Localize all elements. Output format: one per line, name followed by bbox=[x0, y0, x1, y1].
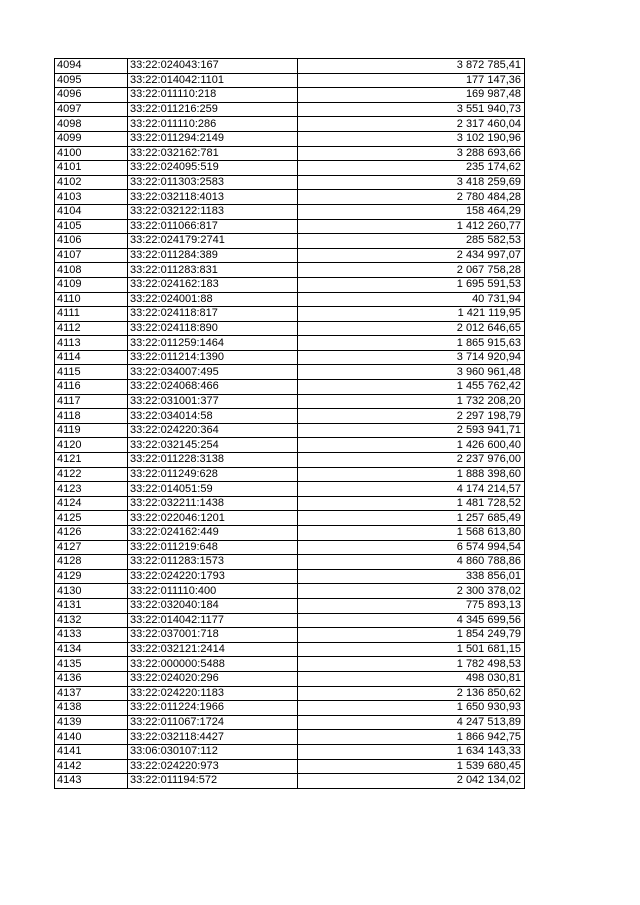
table-row bbox=[55, 686, 525, 701]
cadastral-number-cell: 33:22:011194:572 bbox=[128, 774, 298, 789]
cadastral-number-cell: 33:22:011066:817 bbox=[128, 219, 298, 234]
table-row bbox=[55, 263, 525, 278]
row-number-cell: 4138 bbox=[55, 701, 128, 716]
table-row bbox=[55, 204, 525, 219]
cadastral-value-cell: 4 345 699,56 bbox=[298, 613, 525, 628]
cadastral-number-cell: 33:22:011284:389 bbox=[128, 248, 298, 263]
cadastral-number-cell: 33:22:022046:1201 bbox=[128, 511, 298, 526]
row-number-cell: 4109 bbox=[55, 277, 128, 292]
cadastral-number-cell: 33:22:011249:628 bbox=[128, 467, 298, 482]
cadastral-number-cell: 33:22:014042:1101 bbox=[128, 73, 298, 88]
row-number-cell: 4125 bbox=[55, 511, 128, 526]
cadastral-value-cell: 1 455 762,42 bbox=[298, 380, 525, 395]
cadastral-value-cell: 4 174 214,57 bbox=[298, 482, 525, 497]
row-number-cell: 4104 bbox=[55, 204, 128, 219]
table-row bbox=[55, 598, 525, 613]
cadastral-number-cell: 33:22:011303:2583 bbox=[128, 175, 298, 190]
cadastral-number-cell: 33:22:024220:973 bbox=[128, 759, 298, 774]
table-row bbox=[55, 642, 525, 657]
table-row bbox=[55, 365, 525, 380]
cadastral-value-cell: 3 102 190,96 bbox=[298, 131, 525, 146]
table-row bbox=[55, 336, 525, 351]
cadastral-value-cell: 235 174,62 bbox=[298, 161, 525, 176]
row-number-cell: 4130 bbox=[55, 584, 128, 599]
row-number-cell: 4143 bbox=[55, 774, 128, 789]
row-number-cell: 4137 bbox=[55, 686, 128, 701]
cadastral-number-cell: 33:22:024001:88 bbox=[128, 292, 298, 307]
cadastral-number-cell: 33:22:024118:817 bbox=[128, 307, 298, 322]
row-number-cell: 4121 bbox=[55, 453, 128, 468]
row-number-cell: 4131 bbox=[55, 598, 128, 613]
cadastral-number-cell: 33:22:011283:1573 bbox=[128, 555, 298, 570]
cadastral-number-cell: 33:22:011259:1464 bbox=[128, 336, 298, 351]
row-number-cell: 4115 bbox=[55, 365, 128, 380]
cadastral-value-cell: 4 860 788,86 bbox=[298, 555, 525, 570]
row-number-cell: 4103 bbox=[55, 190, 128, 205]
cadastral-number-cell: 33:06:030107:112 bbox=[128, 744, 298, 759]
cadastral-number-cell: 33:22:024020:296 bbox=[128, 671, 298, 686]
cadastral-value-cell: 2 780 484,28 bbox=[298, 190, 525, 205]
cadastral-number-cell: 33:22:014051:59 bbox=[128, 482, 298, 497]
table-row bbox=[55, 526, 525, 541]
cadastral-value-cell: 2 593 941,71 bbox=[298, 423, 525, 438]
cadastral-number-cell: 33:22:024220:364 bbox=[128, 423, 298, 438]
cadastral-number-cell: 33:22:011224:1966 bbox=[128, 701, 298, 716]
table-row bbox=[55, 774, 525, 789]
row-number-cell: 4108 bbox=[55, 263, 128, 278]
cadastral-value-cell: 1 501 681,15 bbox=[298, 642, 525, 657]
table-body bbox=[55, 59, 525, 789]
table-row bbox=[55, 496, 525, 511]
row-number-cell: 4097 bbox=[55, 102, 128, 117]
row-number-cell: 4129 bbox=[55, 569, 128, 584]
table-row bbox=[55, 88, 525, 103]
row-number-cell: 4106 bbox=[55, 234, 128, 249]
cadastral-value-cell: 1 865 915,63 bbox=[298, 336, 525, 351]
cadastral-value-cell: 2 012 646,65 bbox=[298, 321, 525, 336]
cadastral-number-cell: 33:22:031001:377 bbox=[128, 394, 298, 409]
row-number-cell: 4099 bbox=[55, 131, 128, 146]
cadastral-value-cell: 1 732 208,20 bbox=[298, 394, 525, 409]
cadastral-number-cell: 33:22:011216:259 bbox=[128, 102, 298, 117]
row-number-cell: 4132 bbox=[55, 613, 128, 628]
cadastral-value-cell: 177 147,36 bbox=[298, 73, 525, 88]
table-row bbox=[55, 131, 525, 146]
table-row bbox=[55, 453, 525, 468]
cadastral-number-cell: 33:22:024162:449 bbox=[128, 526, 298, 541]
cadastral-value-cell: 1 854 249,79 bbox=[298, 628, 525, 643]
cadastral-value-cell: 6 574 994,54 bbox=[298, 540, 525, 555]
table-row bbox=[55, 701, 525, 716]
table-row bbox=[55, 467, 525, 482]
cadastral-number-cell: 33:22:011110:218 bbox=[128, 88, 298, 103]
cadastral-number-cell: 33:22:024068:466 bbox=[128, 380, 298, 395]
cadastral-value-cell: 2 136 850,62 bbox=[298, 686, 525, 701]
cadastral-number-cell: 33:22:011110:400 bbox=[128, 584, 298, 599]
cadastral-number-cell: 33:22:032145:254 bbox=[128, 438, 298, 453]
cadastral-value-cell: 2 300 378,02 bbox=[298, 584, 525, 599]
row-number-cell: 4095 bbox=[55, 73, 128, 88]
cadastral-number-cell: 33:22:024162:183 bbox=[128, 277, 298, 292]
row-number-cell: 4120 bbox=[55, 438, 128, 453]
cadastral-value-cell: 1 539 680,45 bbox=[298, 759, 525, 774]
cadastral-number-cell: 33:22:024043:167 bbox=[128, 59, 298, 74]
cadastral-value-cell: 3 418 259,69 bbox=[298, 175, 525, 190]
table-row bbox=[55, 540, 525, 555]
row-number-cell: 4116 bbox=[55, 380, 128, 395]
cadastral-number-cell: 33:22:037001:718 bbox=[128, 628, 298, 643]
table-row bbox=[55, 321, 525, 336]
cadastral-value-cell: 498 030,81 bbox=[298, 671, 525, 686]
row-number-cell: 4113 bbox=[55, 336, 128, 351]
cadastral-value-cell: 1 412 260,77 bbox=[298, 219, 525, 234]
cadastral-value-cell: 3 714 920,94 bbox=[298, 350, 525, 365]
row-number-cell: 4111 bbox=[55, 307, 128, 322]
table-row bbox=[55, 715, 525, 730]
table-row bbox=[55, 657, 525, 672]
cadastral-number-cell: 33:22:011294:2149 bbox=[128, 131, 298, 146]
table-row bbox=[55, 307, 525, 322]
table-row bbox=[55, 102, 525, 117]
cadastral-number-cell: 33:22:034007:495 bbox=[128, 365, 298, 380]
table-row bbox=[55, 584, 525, 599]
row-number-cell: 4123 bbox=[55, 482, 128, 497]
row-number-cell: 4110 bbox=[55, 292, 128, 307]
cadastral-value-cell: 1 257 685,49 bbox=[298, 511, 525, 526]
table-row bbox=[55, 511, 525, 526]
table-row bbox=[55, 744, 525, 759]
row-number-cell: 4119 bbox=[55, 423, 128, 438]
cadastral-value-cell: 1 650 930,93 bbox=[298, 701, 525, 716]
table-row bbox=[55, 59, 525, 74]
table-row bbox=[55, 73, 525, 88]
row-number-cell: 4122 bbox=[55, 467, 128, 482]
row-number-cell: 4133 bbox=[55, 628, 128, 643]
cadastral-value-cell: 1 695 591,53 bbox=[298, 277, 525, 292]
row-number-cell: 4098 bbox=[55, 117, 128, 132]
cadastral-value-cell: 3 288 693,66 bbox=[298, 146, 525, 161]
cadastral-number-cell: 33:22:024118:890 bbox=[128, 321, 298, 336]
cadastral-number-cell: 33:22:011219:648 bbox=[128, 540, 298, 555]
cadastral-number-cell: 33:22:024220:1793 bbox=[128, 569, 298, 584]
cadastral-number-cell: 33:22:011067:1724 bbox=[128, 715, 298, 730]
cadastral-number-cell: 33:22:032118:4013 bbox=[128, 190, 298, 205]
cadastral-number-cell: 33:22:024220:1183 bbox=[128, 686, 298, 701]
cadastral-number-cell: 33:22:011214:1390 bbox=[128, 350, 298, 365]
table-row bbox=[55, 671, 525, 686]
row-number-cell: 4127 bbox=[55, 540, 128, 555]
cadastral-value-cell: 2 067 758,28 bbox=[298, 263, 525, 278]
row-number-cell: 4126 bbox=[55, 526, 128, 541]
row-number-cell: 4101 bbox=[55, 161, 128, 176]
cadastral-value-cell: 1 782 498,53 bbox=[298, 657, 525, 672]
table-row bbox=[55, 759, 525, 774]
table-row bbox=[55, 175, 525, 190]
row-number-cell: 4114 bbox=[55, 350, 128, 365]
table-row bbox=[55, 438, 525, 453]
row-number-cell: 4142 bbox=[55, 759, 128, 774]
cadastral-number-cell: 33:22:011283:831 bbox=[128, 263, 298, 278]
row-number-cell: 4141 bbox=[55, 744, 128, 759]
table-row bbox=[55, 161, 525, 176]
cadastral-number-cell: 33:22:011228:3138 bbox=[128, 453, 298, 468]
cadastral-value-cell: 1 634 143,33 bbox=[298, 744, 525, 759]
cadastral-value-cell: 1 888 398,60 bbox=[298, 467, 525, 482]
row-number-cell: 4102 bbox=[55, 175, 128, 190]
cadastral-number-cell: 33:22:032211:1438 bbox=[128, 496, 298, 511]
table-row bbox=[55, 248, 525, 263]
cadastral-number-cell: 33:22:032122:1183 bbox=[128, 204, 298, 219]
row-number-cell: 4118 bbox=[55, 409, 128, 424]
row-number-cell: 4096 bbox=[55, 88, 128, 103]
row-number-cell: 4117 bbox=[55, 394, 128, 409]
cadastral-number-cell: 33:22:024179:2741 bbox=[128, 234, 298, 249]
cadastral-number-cell: 33:22:032040:184 bbox=[128, 598, 298, 613]
cadastral-value-cell: 1 866 942,75 bbox=[298, 730, 525, 745]
cadastral-value-cell: 285 582,53 bbox=[298, 234, 525, 249]
cadastral-value-cell: 338 856,01 bbox=[298, 569, 525, 584]
cadastral-number-cell: 33:22:000000:5488 bbox=[128, 657, 298, 672]
row-number-cell: 4100 bbox=[55, 146, 128, 161]
table-row bbox=[55, 409, 525, 424]
table-row bbox=[55, 146, 525, 161]
cadastral-value-cell: 3 960 961,48 bbox=[298, 365, 525, 380]
cadastral-value-cell: 2 237 976,00 bbox=[298, 453, 525, 468]
table-row bbox=[55, 277, 525, 292]
table-row bbox=[55, 380, 525, 395]
cadastral-value-table bbox=[54, 58, 525, 789]
row-number-cell: 4140 bbox=[55, 730, 128, 745]
cadastral-number-cell: 33:22:032162:781 bbox=[128, 146, 298, 161]
cadastral-value-cell: 169 987,48 bbox=[298, 88, 525, 103]
cadastral-value-cell: 4 247 513,89 bbox=[298, 715, 525, 730]
cadastral-value-cell: 1 421 119,95 bbox=[298, 307, 525, 322]
cadastral-number-cell: 33:22:011110:286 bbox=[128, 117, 298, 132]
row-number-cell: 4139 bbox=[55, 715, 128, 730]
cadastral-number-cell: 33:22:034014:58 bbox=[128, 409, 298, 424]
table-row bbox=[55, 292, 525, 307]
table-row bbox=[55, 117, 525, 132]
table-row bbox=[55, 555, 525, 570]
cadastral-number-cell: 33:22:024095:519 bbox=[128, 161, 298, 176]
cadastral-value-cell: 3 872 785,41 bbox=[298, 59, 525, 74]
cadastral-value-cell: 40 731,94 bbox=[298, 292, 525, 307]
table-row bbox=[55, 394, 525, 409]
cadastral-value-cell: 1 481 728,52 bbox=[298, 496, 525, 511]
cadastral-number-cell: 33:22:032121:2414 bbox=[128, 642, 298, 657]
cadastral-number-cell: 33:22:014042:1177 bbox=[128, 613, 298, 628]
table-row bbox=[55, 219, 525, 234]
row-number-cell: 4136 bbox=[55, 671, 128, 686]
cadastral-value-cell: 2 297 198,79 bbox=[298, 409, 525, 424]
row-number-cell: 4107 bbox=[55, 248, 128, 263]
cadastral-value-cell: 1 568 613,80 bbox=[298, 526, 525, 541]
cadastral-value-cell: 3 551 940,73 bbox=[298, 102, 525, 117]
cadastral-number-cell: 33:22:032118:4427 bbox=[128, 730, 298, 745]
table-row bbox=[55, 234, 525, 249]
cadastral-value-cell: 775 893,13 bbox=[298, 598, 525, 613]
table-row bbox=[55, 482, 525, 497]
row-number-cell: 4094 bbox=[55, 59, 128, 74]
cadastral-value-cell: 2 317 460,04 bbox=[298, 117, 525, 132]
row-number-cell: 4112 bbox=[55, 321, 128, 336]
table-row bbox=[55, 569, 525, 584]
table-row bbox=[55, 350, 525, 365]
row-number-cell: 4134 bbox=[55, 642, 128, 657]
table-row bbox=[55, 423, 525, 438]
cadastral-value-cell: 2 434 997,07 bbox=[298, 248, 525, 263]
table-row bbox=[55, 613, 525, 628]
cadastral-value-cell: 1 426 600,40 bbox=[298, 438, 525, 453]
table-row bbox=[55, 730, 525, 745]
cadastral-value-cell: 2 042 134,02 bbox=[298, 774, 525, 789]
cadastral-value-cell: 158 464,29 bbox=[298, 204, 525, 219]
row-number-cell: 4135 bbox=[55, 657, 128, 672]
table-row bbox=[55, 628, 525, 643]
row-number-cell: 4105 bbox=[55, 219, 128, 234]
row-number-cell: 4128 bbox=[55, 555, 128, 570]
table-row bbox=[55, 190, 525, 205]
row-number-cell: 4124 bbox=[55, 496, 128, 511]
